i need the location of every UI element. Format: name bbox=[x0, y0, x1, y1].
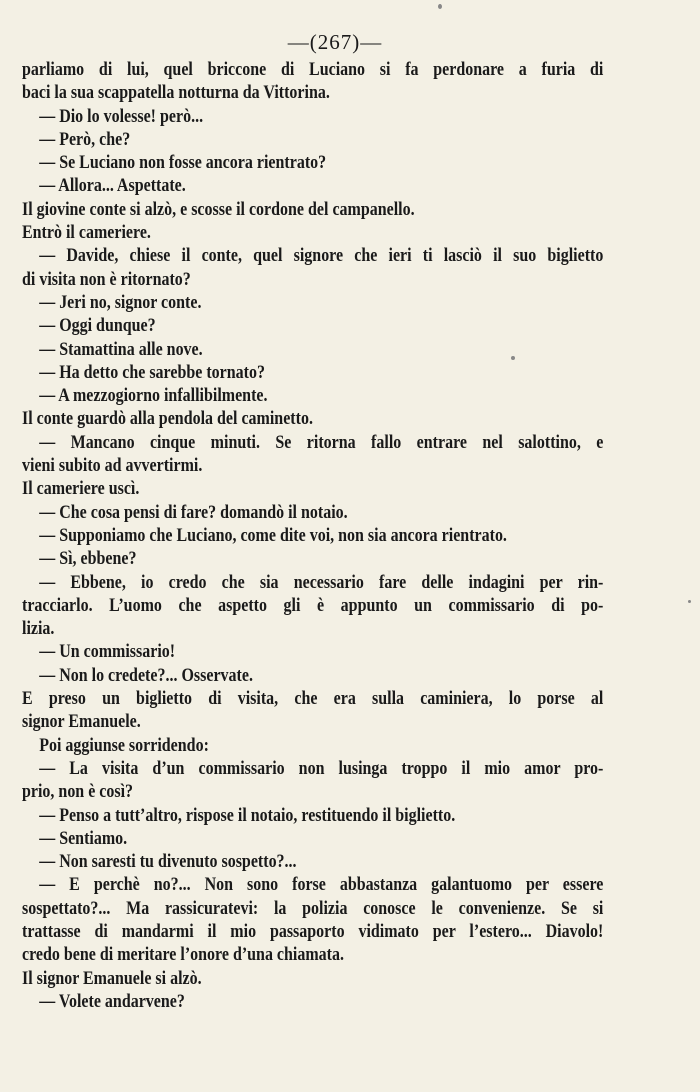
text-line: di visita non è ritornato? bbox=[22, 268, 191, 290]
text-line: Il cameriere uscì. bbox=[22, 478, 140, 500]
text-line: — Dio lo volesse! però... bbox=[39, 105, 204, 127]
text-line: Il conte guardò alla pendola del caminetto. bbox=[22, 408, 313, 430]
page-text-body bbox=[22, 58, 608, 1013]
text-line: tracciarlo. L’uomo che aspetto gli è appunto un commissario di po- bbox=[22, 594, 604, 616]
ink-speck bbox=[438, 4, 442, 9]
text-line: — Penso a tutt’altro, rispose il notaio, restituendo il biglietto. bbox=[39, 804, 456, 826]
text-line: — Volete andarvene? bbox=[39, 990, 185, 1012]
text-line: sospettato?... Ma rassicuratevi: la polizia conosce le convenienze. Se si bbox=[22, 897, 604, 919]
text-line: — Sentiamo. bbox=[39, 827, 128, 849]
text-line: — E perchè no?... Non sono forse abbastanza galantuomo per essere bbox=[39, 874, 604, 896]
ink-speck bbox=[688, 600, 691, 603]
text-line: — Che cosa pensi di fare? domandò il notaio. bbox=[39, 501, 348, 523]
text-line: E preso un biglietto di visita, che era sulla caminiera, lo porse al bbox=[22, 688, 604, 710]
text-line: — Stamattina alle nove. bbox=[39, 338, 203, 360]
text-line: Poi aggiunse sorridendo: bbox=[39, 734, 209, 756]
text-line: — La visita d’un commissario non lusinga troppo il mio amor pro- bbox=[39, 757, 604, 779]
text-line: Entrò il cameriere. bbox=[22, 222, 151, 244]
text-line: — Un commissario! bbox=[39, 641, 176, 663]
text-line: — Mancano cinque minuti. Se ritorna fallo entrare nel salottino, e bbox=[39, 431, 604, 453]
text-line: vieni subito ad avvertirmi. bbox=[22, 455, 203, 477]
text-line: baci la sua scappatella notturna da Vittorina. bbox=[22, 82, 330, 104]
text-line: — Non saresti tu divenuto sospetto?... bbox=[39, 851, 297, 873]
text-line: — Supponiamo che Luciano, come dite voi, non sia ancora rientrato. bbox=[39, 524, 507, 546]
text-line: signor Emanuele. bbox=[22, 711, 141, 733]
text-line: — Jeri no, signor conte. bbox=[39, 291, 202, 313]
text-line: Il signor Emanuele si alzò. bbox=[22, 967, 202, 989]
text-line: — Sì, ebbene? bbox=[39, 548, 137, 570]
page-number: —(267)— bbox=[287, 30, 383, 54]
text-line: — Se Luciano non fosse ancora rientrato? bbox=[39, 152, 327, 174]
text-line: — Allora... Aspettate. bbox=[39, 175, 186, 197]
text-line: lizia. bbox=[22, 618, 55, 640]
text-line: — Non lo credete?... Osservate. bbox=[39, 664, 253, 686]
text-line: Il giovine conte si alzò, e scosse il cordone del campanello. bbox=[22, 198, 415, 220]
text-line: — Ha detto che sarebbe tornato? bbox=[39, 361, 265, 383]
ink-speck bbox=[511, 356, 515, 360]
text-line: parliamo di lui, quel briccone di Luciano si fa perdonare a furia di bbox=[22, 59, 604, 80]
text-line: — Davide, chiese il conte, quel signore che ieri ti lasciò il suo biglietto bbox=[39, 245, 604, 267]
text-line: trattasse di mandarmi il mio passaporto vidimato per l’estero... Diavolo! bbox=[22, 920, 604, 942]
text-line: — A mezzogiorno infallibilmente. bbox=[39, 385, 268, 407]
text-line: — Ebbene, io credo che sia necessario fare delle indagini per rin- bbox=[39, 571, 604, 593]
text-line: — Oggi dunque? bbox=[39, 315, 156, 337]
text-line: credo bene di meritare l’onore d’una chiamata. bbox=[22, 944, 345, 966]
text-line: — Però, che? bbox=[39, 128, 131, 150]
text-line: prio, non è così? bbox=[22, 781, 134, 803]
